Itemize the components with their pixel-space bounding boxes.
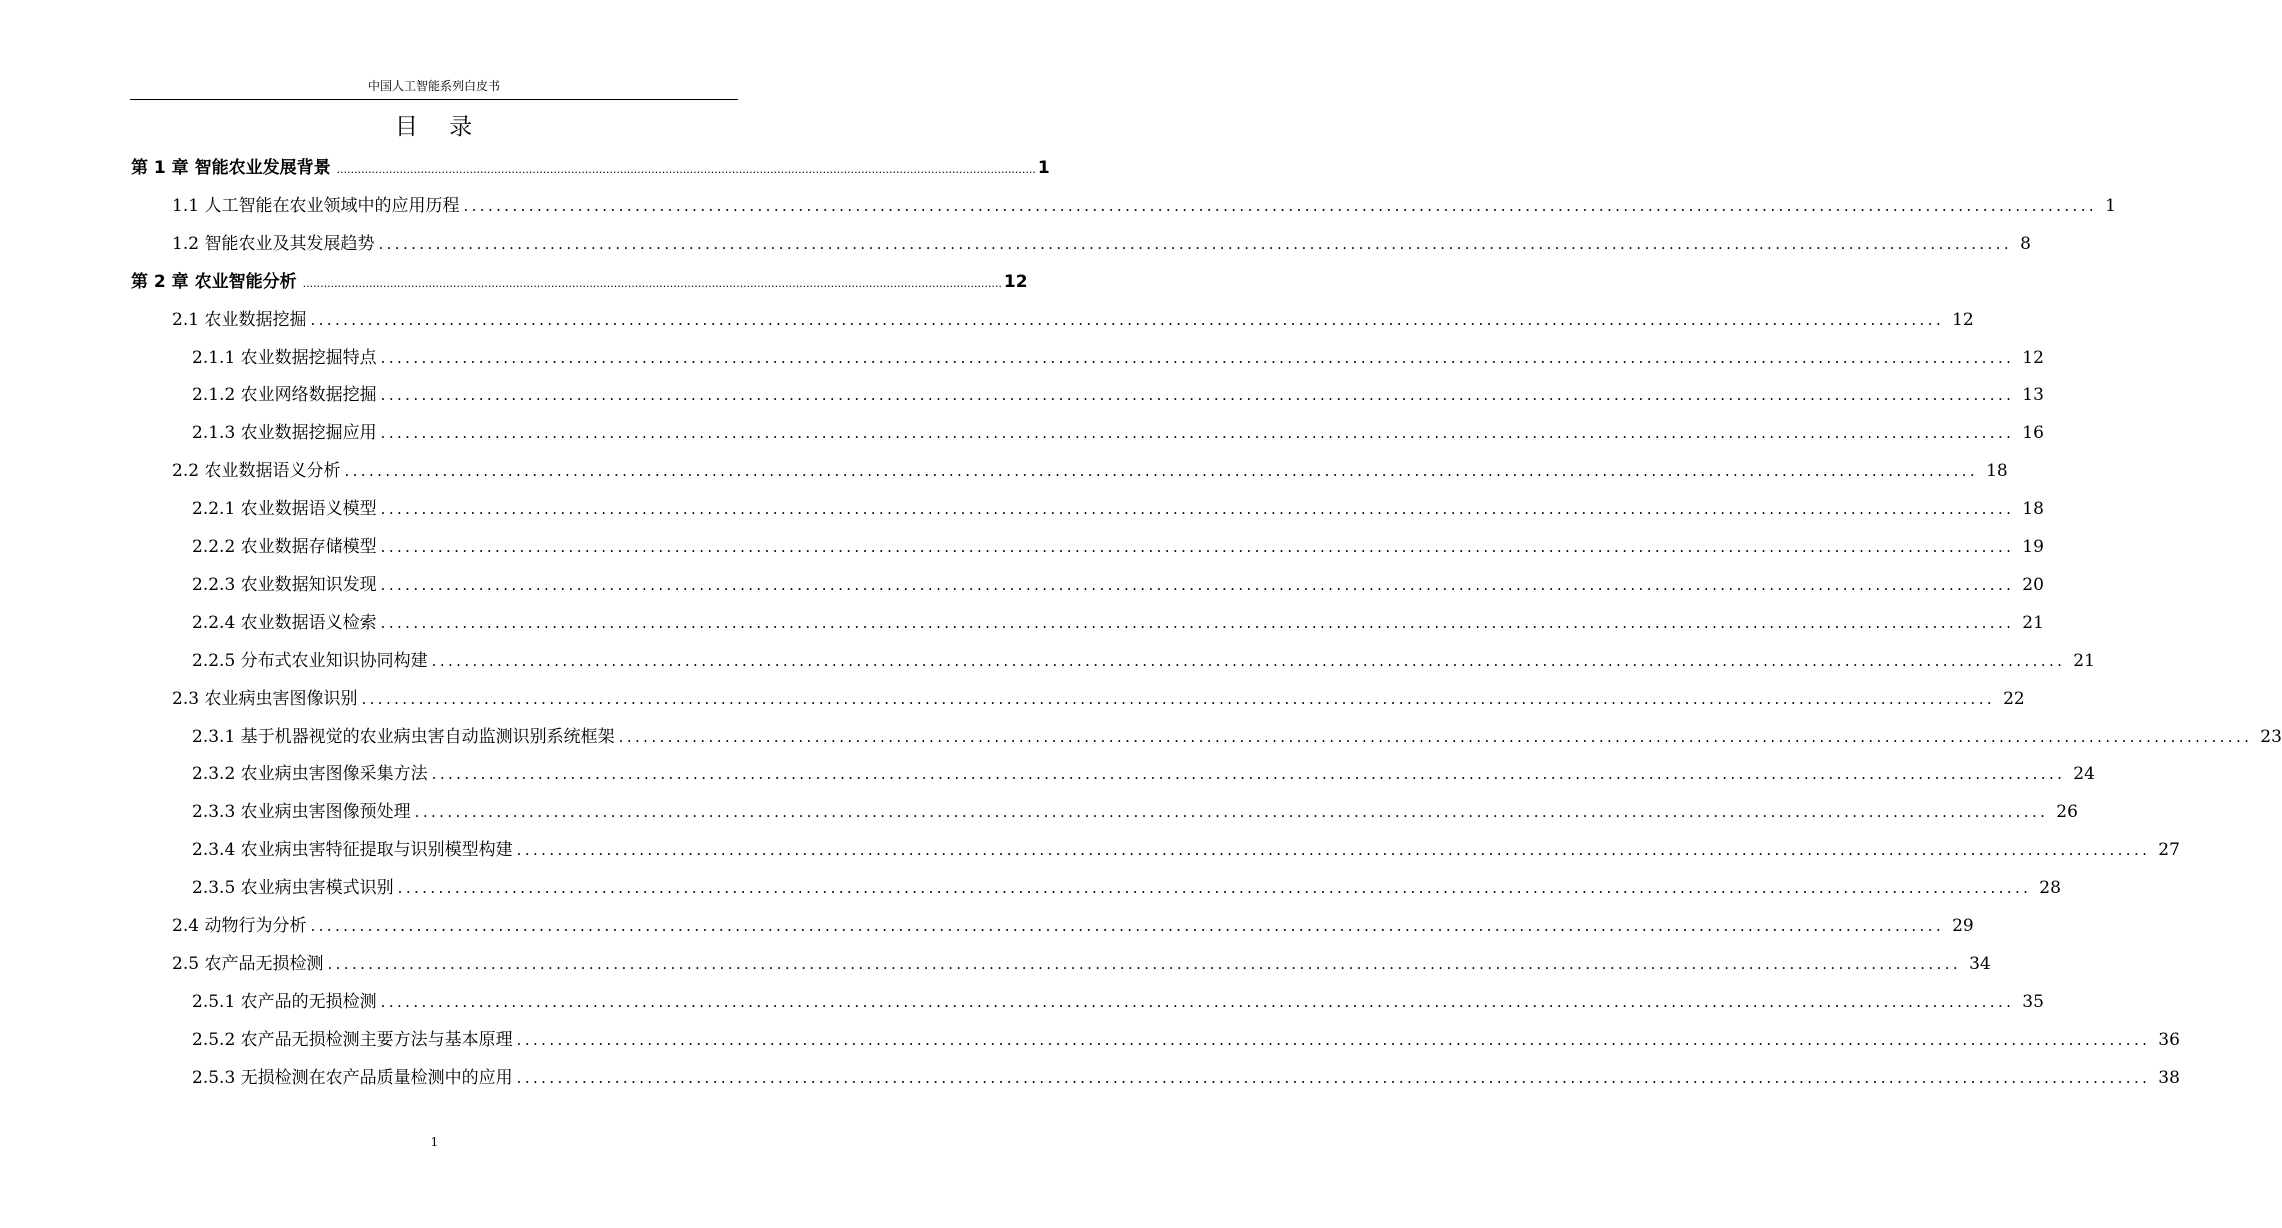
toc-section-entry — [0, 797, 2078, 823]
toc-entry-label: 2.3.4 农业病虫害特征提取与识别模型构建 — [192, 840, 513, 860]
toc-dot-leader: ........................................................................................................................................................................................................ — [463, 197, 2098, 215]
toc-dot-leader: ........................................................................................................................................................................................................ — [380, 614, 2015, 632]
toc-entry-page: 18 — [2022, 499, 2044, 519]
toc-section-entry — [0, 835, 2180, 861]
toc-entry-page: 29 — [1952, 916, 1974, 936]
toc-entry-page: 28 — [2039, 878, 2061, 898]
running-header: 中国人工智能系列白皮书 — [367, 79, 500, 93]
toc-entry-label: 2.3.1 基于机器视觉的农业病虫害自动监测识别系统框架 — [192, 727, 615, 747]
toc-entry-page: 16 — [2022, 423, 2044, 443]
toc-entry-label: 2.2.1 农业数据语义模型 — [192, 499, 377, 519]
toc-entry-label: 第 2 章 农业智能分析 — [131, 272, 297, 292]
toc-section-entry — [0, 191, 2116, 217]
toc-entry-label: 2.2.3 农业数据知识发现 — [192, 575, 377, 595]
toc-section-entry — [0, 722, 2282, 748]
toc-dot-leader: ........................................................................................................................................................................................................ — [361, 690, 1996, 708]
toc-dot-leader: ........................................................................................................................................................................................................ — [344, 462, 1979, 480]
toc-entry-page: 8 — [2020, 234, 2031, 254]
toc-section-entry — [0, 759, 2095, 785]
toc-section-entry — [0, 684, 2025, 710]
toc-dot-leader: ........................................................................................................................................................................................................ — [310, 917, 1945, 935]
toc-dot-leader: ........................................................................................................................................................................................................ — [378, 235, 2013, 253]
toc-dot-leader: ........................................................................................................................................................................................................ — [380, 500, 2015, 518]
toc-dot-leader: ........................................................................................................................................................................................................ — [431, 765, 2066, 783]
header-divider — [130, 99, 738, 100]
toc-dot-leader: ........................................................................................................................................................................................................ — [397, 879, 2032, 897]
toc-dot-leader: ........................................................................................................................................................................................................ — [516, 841, 2151, 859]
toc-dot-leader: ........................................................................................................................................................................................................ — [516, 1031, 2151, 1049]
toc-section-entry — [0, 456, 2008, 482]
toc-section-entry — [0, 949, 1991, 975]
toc-dot-leader: ........................................................................................................................................................................................................ — [516, 1069, 2151, 1087]
toc-entry-label: 2.5.2 农产品无损检测主要方法与基本原理 — [192, 1030, 513, 1050]
toc-entry-label: 2.1.1 农业数据挖掘特点 — [192, 348, 377, 368]
toc-chapter-entry — [0, 153, 1050, 179]
toc-entry-label: 2.3.5 农业病虫害模式识别 — [192, 878, 394, 898]
toc-entry-label: 2.2 农业数据语义分析 — [172, 461, 341, 481]
toc-entry-label: 1.2 智能农业及其发展趋势 — [172, 234, 375, 254]
toc-entry-page: 21 — [2022, 613, 2044, 633]
toc-entry-page: 20 — [2022, 575, 2044, 595]
toc-dot-leader: ........................................................................................................................................................................................................ — [380, 349, 2015, 367]
toc-entry-label: 2.5.3 无损检测在农产品质量检测中的应用 — [192, 1068, 513, 1088]
toc-entry-page: 26 — [2056, 802, 2078, 822]
toc-entry-label: 2.3.3 农业病虫害图像预处理 — [192, 802, 411, 822]
toc-entry-label: 2.2.4 农业数据语义检索 — [192, 613, 377, 633]
toc-section-entry — [0, 911, 1974, 937]
toc-dot-leader: ........................................................................................................................................................................................................ — [310, 311, 1945, 329]
toc-entry-label: 2.1.3 农业数据挖掘应用 — [192, 423, 377, 443]
toc-entry-label: 1.1 人工智能在农业领域中的应用历程 — [172, 196, 460, 216]
toc-entry-label: 第 1 章 智能农业发展背景 — [131, 158, 331, 178]
toc-entry-page: 13 — [2022, 385, 2044, 405]
toc-dot-leader: ........................................................................................................................................................................................................ — [336, 163, 1036, 176]
toc-entry-page: 23 — [2260, 727, 2282, 747]
toc-entry-label: 2.1.2 农业网络数据挖掘 — [192, 385, 377, 405]
toc-section-entry — [0, 229, 2031, 255]
toc-entry-page: 1 — [2105, 196, 2116, 216]
toc-entry-page: 19 — [2022, 537, 2044, 557]
toc-section-entry — [0, 1025, 2180, 1051]
toc-dot-leader: ........................................................................................................................................................................................................ — [380, 576, 2015, 594]
toc-section-entry — [0, 873, 2061, 899]
toc-section-entry — [0, 608, 2044, 634]
toc-section-entry — [0, 418, 2044, 444]
toc-entry-page: 24 — [2073, 764, 2095, 784]
toc-entry-label: 2.5 农产品无损检测 — [172, 954, 324, 974]
toc-entry-label: 2.1 农业数据挖掘 — [172, 310, 307, 330]
toc-dot-leader: ........................................................................................................................................................................................................ — [380, 386, 2015, 404]
toc-dot-leader: ........................................................................................................................................................................................................ — [380, 538, 2015, 556]
toc-entry-page: 27 — [2158, 840, 2180, 860]
toc-entry-label: 2.3 农业病虫害图像识别 — [172, 689, 358, 709]
toc-entry-label: 2.4 动物行为分析 — [172, 916, 307, 936]
toc-section-entry — [0, 646, 2095, 672]
toc-entry-label: 2.5.1 农产品的无损检测 — [192, 992, 377, 1012]
toc-dot-leader: ........................................................................................................................................................................................................ — [380, 993, 2015, 1011]
toc-entry-label: 2.2.5 分布式农业知识协同构建 — [192, 651, 428, 671]
toc-entry-page: 12 — [2022, 348, 2044, 368]
toc-section-entry — [0, 987, 2044, 1013]
toc-section-entry — [0, 532, 2044, 558]
toc-section-entry — [0, 343, 2044, 369]
toc-entry-page: 34 — [1969, 954, 1991, 974]
toc-entry-page: 36 — [2158, 1030, 2180, 1050]
toc-section-entry — [0, 1063, 2180, 1089]
toc-entry-page: 12 — [1003, 272, 1028, 292]
toc-entry-page: 22 — [2003, 689, 2025, 709]
toc-title: 目 录 — [394, 114, 474, 140]
toc-dot-leader: ........................................................................................................................................................................................................ — [302, 277, 1002, 290]
toc-section-entry — [0, 380, 2044, 406]
toc-section-entry — [0, 570, 2044, 596]
toc-entry-page: 12 — [1952, 310, 1974, 330]
toc-dot-leader: ........................................................................................................................................................................................................ — [380, 424, 2015, 442]
toc-chapter-entry — [0, 267, 1028, 293]
toc-section-entry — [0, 494, 2044, 520]
toc-entry-page: 18 — [1986, 461, 2008, 481]
toc-section-entry — [0, 305, 1974, 331]
toc-entry-label: 2.3.2 农业病虫害图像采集方法 — [192, 764, 428, 784]
toc-dot-leader: ........................................................................................................................................................................................................ — [431, 652, 2066, 670]
toc-entry-page: 1 — [1037, 158, 1050, 178]
toc-dot-leader: ........................................................................................................................................................................................................ — [618, 728, 2253, 746]
toc-entry-page: 21 — [2073, 651, 2095, 671]
toc-dot-leader: ........................................................................................................................................................................................................ — [327, 955, 1962, 973]
toc-entry-page: 35 — [2022, 992, 2044, 1012]
toc-entry-page: 38 — [2158, 1068, 2180, 1088]
toc-entry-label: 2.2.2 农业数据存储模型 — [192, 537, 377, 557]
toc-dot-leader: ........................................................................................................................................................................................................ — [414, 803, 2049, 821]
page-number: 1 — [430, 1135, 439, 1149]
